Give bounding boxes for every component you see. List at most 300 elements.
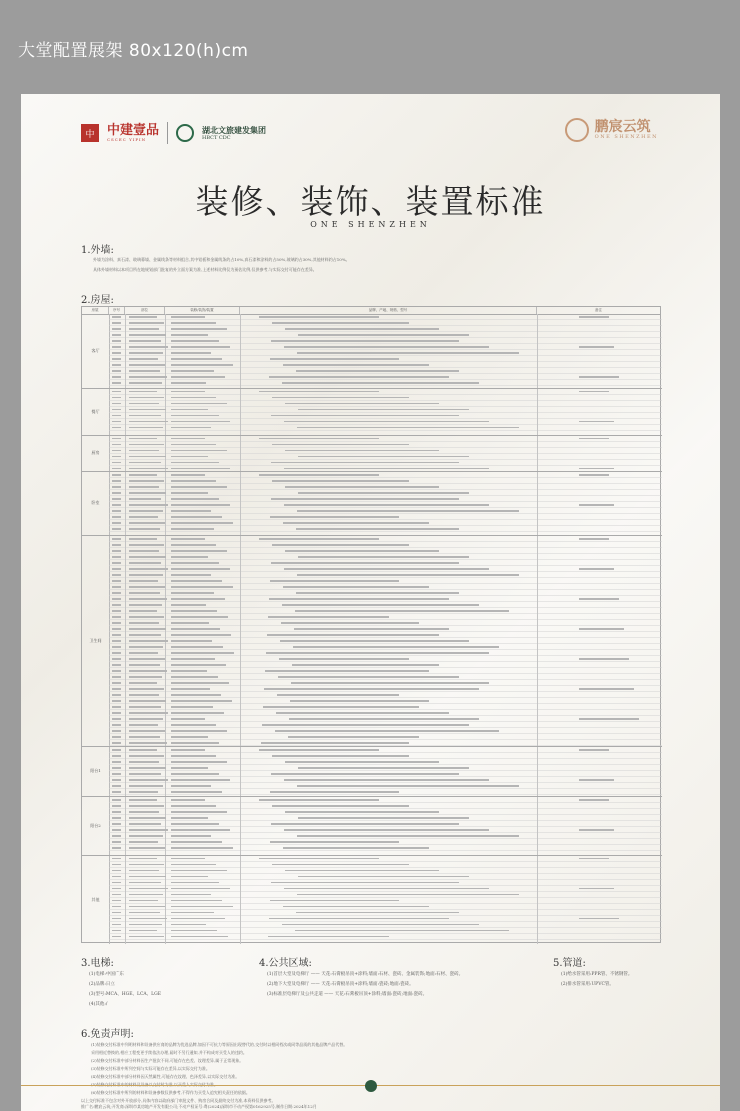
row-lines bbox=[109, 472, 662, 535]
cell-text bbox=[129, 628, 166, 630]
column-divider bbox=[125, 389, 126, 435]
elevator-item: (2)品牌:日立 bbox=[89, 982, 115, 987]
cell-text bbox=[112, 779, 121, 781]
cell-text bbox=[171, 646, 223, 648]
cell-text bbox=[171, 438, 205, 440]
cell-text bbox=[129, 486, 159, 488]
cell-text bbox=[112, 670, 121, 672]
cell-text bbox=[129, 604, 162, 606]
project-logo bbox=[565, 118, 658, 142]
cell-text bbox=[171, 724, 216, 726]
cell-text bbox=[112, 858, 121, 860]
cell-text bbox=[171, 444, 216, 446]
cell-text bbox=[129, 538, 157, 540]
cell-text bbox=[129, 755, 164, 757]
cell-text bbox=[272, 444, 409, 446]
cell-text bbox=[129, 823, 161, 825]
cell-text bbox=[171, 870, 227, 872]
cell-text bbox=[171, 749, 205, 751]
cell-text bbox=[112, 799, 121, 801]
cell-text bbox=[129, 936, 164, 938]
cell-text bbox=[112, 894, 121, 896]
cell-text bbox=[129, 510, 163, 512]
cell-text bbox=[171, 421, 230, 423]
cell-text bbox=[112, 900, 121, 902]
cell-text bbox=[129, 474, 157, 476]
cell-text bbox=[112, 652, 121, 654]
cell-text bbox=[129, 504, 168, 506]
cell-text bbox=[282, 924, 479, 926]
cell-text bbox=[112, 598, 121, 600]
cell-text bbox=[171, 906, 233, 908]
cell-text bbox=[270, 841, 399, 843]
cell-text bbox=[129, 562, 161, 564]
cell-text bbox=[278, 676, 459, 678]
cell-text bbox=[112, 580, 121, 582]
cell-text bbox=[112, 364, 121, 366]
cell-text bbox=[295, 930, 509, 932]
cell-text bbox=[171, 730, 227, 732]
cell-text bbox=[297, 785, 519, 787]
cell-text bbox=[129, 829, 168, 831]
cell-text bbox=[112, 870, 121, 872]
cell-text bbox=[171, 670, 207, 672]
cell-text bbox=[129, 799, 157, 801]
column-divider bbox=[537, 389, 538, 435]
cell-text bbox=[112, 586, 121, 588]
cell-text bbox=[297, 835, 519, 837]
section-elevator: 3.电梯: bbox=[81, 958, 114, 969]
cell-text bbox=[129, 322, 164, 324]
cell-text bbox=[285, 811, 439, 813]
column-divider bbox=[165, 747, 166, 796]
cell-text bbox=[112, 468, 121, 470]
cell-text bbox=[112, 316, 121, 318]
cell-text bbox=[171, 628, 220, 630]
cell-text bbox=[272, 864, 409, 866]
cell-text bbox=[171, 791, 222, 793]
cell-text bbox=[266, 652, 489, 654]
cell-text bbox=[579, 316, 609, 318]
cell-text bbox=[171, 767, 208, 769]
cell-text bbox=[129, 316, 157, 318]
cell-text bbox=[171, 403, 227, 405]
cell-text bbox=[112, 376, 121, 378]
cell-text bbox=[171, 352, 211, 354]
project-brand-sub: ONE SHENZHEN bbox=[594, 134, 658, 140]
cell-text bbox=[171, 316, 205, 318]
cell-text bbox=[129, 616, 164, 618]
cell-text bbox=[112, 829, 121, 831]
cell-text bbox=[112, 724, 121, 726]
cell-text bbox=[129, 670, 167, 672]
cell-text bbox=[112, 688, 121, 690]
cell-text bbox=[129, 835, 163, 837]
public-item: (2)地下大堂及电梯厅 —— 天花:石膏板吊顶+涂料;墙面:瓷砖;地面:瓷砖。 bbox=[267, 982, 414, 987]
cell-text bbox=[272, 755, 409, 757]
cell-text bbox=[112, 450, 121, 452]
col-finish: 装修/装饰/装置 bbox=[165, 307, 240, 314]
cell-text bbox=[288, 736, 419, 738]
row-lines bbox=[109, 747, 662, 796]
cell-text bbox=[129, 444, 164, 446]
cell-text bbox=[271, 462, 459, 464]
cell-text bbox=[280, 640, 469, 642]
cell-text bbox=[293, 646, 499, 648]
cell-text bbox=[112, 646, 121, 648]
cell-text bbox=[171, 610, 217, 612]
column-divider bbox=[537, 314, 538, 388]
cell-text bbox=[112, 658, 121, 660]
cell-text bbox=[171, 712, 224, 714]
cell-text bbox=[171, 823, 219, 825]
cell-text bbox=[129, 544, 164, 546]
cell-text bbox=[112, 456, 121, 458]
column-divider bbox=[125, 856, 126, 944]
cell-text bbox=[171, 742, 219, 744]
cell-text bbox=[579, 658, 629, 660]
cell-text bbox=[112, 742, 121, 744]
cell-text bbox=[171, 468, 230, 470]
ornament-dot bbox=[365, 1080, 377, 1092]
cell-text bbox=[268, 616, 389, 618]
cell-text bbox=[129, 682, 157, 684]
cell-text bbox=[112, 730, 121, 732]
cell-text bbox=[285, 761, 439, 763]
column-divider bbox=[240, 436, 241, 471]
cell-text bbox=[171, 328, 227, 330]
cell-text bbox=[171, 622, 209, 624]
cell-text bbox=[112, 882, 121, 884]
cell-text bbox=[579, 468, 614, 470]
cell-text bbox=[171, 544, 216, 546]
cell-text bbox=[284, 829, 489, 831]
cell-text bbox=[112, 785, 121, 787]
section-rooms: 2.房屋: bbox=[81, 295, 114, 306]
cell-text bbox=[112, 888, 121, 890]
cell-text bbox=[272, 805, 409, 807]
cell-text bbox=[171, 580, 222, 582]
cell-text bbox=[171, 900, 222, 902]
cell-text bbox=[112, 823, 121, 825]
cell-text bbox=[579, 598, 619, 600]
cell-text bbox=[171, 522, 233, 524]
cell-text bbox=[171, 574, 211, 576]
cell-text bbox=[129, 415, 161, 417]
cell-text bbox=[112, 634, 121, 636]
cell-text bbox=[171, 700, 232, 702]
cell-text bbox=[112, 835, 121, 837]
cell-text bbox=[112, 340, 121, 342]
table-row bbox=[82, 747, 662, 797]
cell-text bbox=[579, 421, 614, 423]
public-item: (1)首层大堂及电梯厅 —— 天花:石膏板吊顶+涂料;墙面:石材、瓷砖、金属装饰;地面:石材、瓷砖。 bbox=[267, 972, 464, 977]
cell-text bbox=[284, 421, 489, 423]
cell-text bbox=[579, 391, 609, 393]
cell-text bbox=[129, 888, 168, 890]
cell-text bbox=[129, 858, 157, 860]
cell-text bbox=[285, 450, 439, 452]
cell-text bbox=[171, 634, 231, 636]
page-subtitle: ONE SHENZHEN bbox=[310, 220, 431, 229]
cell-text bbox=[129, 694, 159, 696]
cell-text bbox=[171, 761, 227, 763]
cell-text bbox=[295, 610, 509, 612]
cell-text bbox=[129, 592, 160, 594]
cell-text bbox=[112, 522, 121, 524]
cell-text bbox=[171, 456, 208, 458]
cell-text bbox=[129, 438, 157, 440]
column-divider bbox=[165, 856, 166, 944]
cell-text bbox=[112, 346, 121, 348]
cell-text bbox=[259, 858, 379, 860]
cell-text bbox=[171, 664, 226, 666]
cell-text bbox=[129, 334, 166, 336]
cell-text bbox=[272, 397, 409, 399]
exterior-line-2: 具体外墙材料以本项目所在地规划部门批复的外立面方案为准,上述材料比例仅为预估比例,仅供参考,与实际交付可能存在差异。 bbox=[93, 267, 317, 272]
column-divider bbox=[125, 536, 126, 746]
cell-text bbox=[171, 604, 206, 606]
cell-text bbox=[171, 912, 214, 914]
cell-text bbox=[171, 835, 211, 837]
table-row bbox=[82, 436, 662, 472]
cell-text bbox=[171, 382, 206, 384]
cell-text bbox=[171, 415, 219, 417]
cell-text bbox=[129, 498, 161, 500]
cell-text bbox=[129, 421, 168, 423]
cell-text bbox=[112, 694, 121, 696]
cell-text bbox=[171, 876, 208, 878]
cell-text bbox=[129, 568, 168, 570]
cell-text bbox=[298, 456, 469, 458]
cell-text bbox=[171, 504, 230, 506]
cell-text bbox=[129, 450, 159, 452]
cell-text bbox=[112, 918, 121, 920]
cell-text bbox=[579, 858, 609, 860]
cell-text bbox=[171, 568, 230, 570]
disclaimer-line: (4)装修交付标准中部分材料因天然属性,可能存在纹理、色泽差异,以实际交付为准。 bbox=[91, 1074, 240, 1079]
column-divider bbox=[165, 436, 166, 471]
cell-text bbox=[129, 358, 158, 360]
cell-text bbox=[112, 628, 121, 630]
cell-text bbox=[129, 364, 165, 366]
cell-text bbox=[579, 376, 619, 378]
cell-text bbox=[579, 504, 614, 506]
cell-text bbox=[284, 568, 489, 570]
cell-text bbox=[112, 640, 121, 642]
cell-text bbox=[129, 352, 163, 354]
cell-text bbox=[171, 658, 215, 660]
cell-text bbox=[284, 346, 489, 348]
section-exterior: 1.外墙: bbox=[81, 245, 114, 256]
disclaimer-line: (6)装修交付标准中所列的材料和设备参数仅供参考,不得作为买受人追究相关责任的依据。 bbox=[91, 1090, 250, 1095]
cell-text bbox=[298, 556, 469, 558]
cell-text bbox=[112, 773, 121, 775]
column-divider bbox=[125, 436, 126, 471]
cell-text bbox=[171, 718, 205, 720]
cell-text bbox=[579, 474, 609, 476]
cell-text bbox=[112, 358, 121, 360]
cell-text bbox=[112, 664, 121, 666]
cell-text bbox=[129, 480, 164, 482]
cell-text bbox=[129, 622, 159, 624]
cell-text bbox=[171, 811, 227, 813]
column-divider bbox=[125, 747, 126, 796]
cell-text bbox=[272, 480, 409, 482]
cell-text bbox=[129, 640, 168, 642]
cell-text bbox=[171, 450, 227, 452]
cell-text bbox=[171, 706, 213, 708]
cell-text bbox=[129, 876, 166, 878]
cell-text bbox=[129, 382, 162, 384]
cell-text bbox=[171, 498, 219, 500]
column-divider bbox=[537, 797, 538, 855]
elevator-item: (4)其他:/ bbox=[89, 1002, 108, 1007]
cell-text bbox=[112, 421, 121, 423]
disclaimer-line: 采用相近替换的,相应工程变更手续依法办理,届时不另行通知,并不构成对买受人的违约。 bbox=[91, 1050, 247, 1055]
cell-text bbox=[271, 340, 459, 342]
cell-text bbox=[268, 936, 389, 938]
cell-text bbox=[272, 322, 409, 324]
cell-text bbox=[112, 409, 121, 411]
cell-text bbox=[129, 779, 168, 781]
cell-text bbox=[285, 550, 439, 552]
column-divider bbox=[537, 436, 538, 471]
cell-text bbox=[112, 486, 121, 488]
column-divider bbox=[125, 797, 126, 855]
cell-text bbox=[579, 829, 614, 831]
cell-text bbox=[129, 340, 161, 342]
cell-text bbox=[112, 936, 121, 938]
cell-text bbox=[129, 785, 163, 787]
cell-text bbox=[579, 918, 619, 920]
cell-text bbox=[129, 773, 161, 775]
cell-text bbox=[290, 700, 429, 702]
page-title: 装修、装饰、装置标准 bbox=[195, 182, 546, 221]
cell-text bbox=[171, 550, 227, 552]
group-sub: HBCT CDC bbox=[202, 134, 231, 141]
cell-text bbox=[171, 409, 208, 411]
cell-text bbox=[171, 376, 225, 378]
cell-text bbox=[129, 516, 158, 518]
cell-text bbox=[112, 352, 121, 354]
cell-text bbox=[171, 640, 212, 642]
cell-text bbox=[112, 544, 121, 546]
cell-text bbox=[294, 628, 449, 630]
cell-text bbox=[112, 712, 121, 714]
disclaimer-line: (1)装修交付标准中列明材料和设备供应商的品牌为优选品牌,如因不可抗力等原因出现替代的,交付时以相同档次或同等品质的其他品牌产品代替。 bbox=[91, 1042, 348, 1047]
cell-text bbox=[283, 364, 429, 366]
cell-text bbox=[263, 706, 419, 708]
cell-text bbox=[171, 799, 205, 801]
column-divider bbox=[240, 797, 241, 855]
cell-text bbox=[281, 622, 419, 624]
cell-text bbox=[289, 718, 479, 720]
cell-text bbox=[112, 736, 121, 738]
cell-text bbox=[285, 328, 439, 330]
cell-text bbox=[283, 906, 429, 908]
cell-text bbox=[579, 346, 614, 348]
room-label: 阳台2 bbox=[82, 797, 110, 855]
elevator-item: (3)型号:MCA、HGE、LCA、LGE bbox=[89, 992, 162, 997]
cell-text bbox=[297, 574, 519, 576]
cell-text bbox=[579, 688, 634, 690]
cell-text bbox=[112, 444, 121, 446]
cell-text bbox=[171, 492, 208, 494]
cell-text bbox=[297, 510, 519, 512]
cell-text bbox=[112, 474, 121, 476]
cell-text bbox=[171, 358, 222, 360]
cell-text bbox=[259, 749, 379, 751]
column-divider bbox=[537, 856, 538, 944]
cell-text bbox=[129, 749, 157, 751]
cell-text bbox=[171, 841, 222, 843]
cell-text bbox=[129, 805, 164, 807]
cell-text bbox=[171, 847, 233, 849]
col-part: 部位 bbox=[125, 307, 165, 314]
logo-divider bbox=[167, 122, 168, 144]
cell-text bbox=[298, 767, 469, 769]
cell-text bbox=[271, 823, 459, 825]
cell-text bbox=[112, 817, 121, 819]
left-brand-sub: CSCEC YIPIN bbox=[107, 136, 147, 142]
room-label: 其他 bbox=[82, 856, 110, 944]
cell-text bbox=[269, 598, 449, 600]
cell-text bbox=[112, 876, 121, 878]
cell-text bbox=[129, 376, 167, 378]
cell-text bbox=[271, 773, 459, 775]
cell-text bbox=[171, 688, 210, 690]
table-row bbox=[82, 389, 662, 436]
cell-text bbox=[271, 415, 459, 417]
cell-text bbox=[129, 912, 160, 914]
cell-text bbox=[284, 779, 489, 781]
cell-text bbox=[112, 328, 121, 330]
column-divider bbox=[537, 536, 538, 746]
cell-text bbox=[129, 664, 160, 666]
table-row bbox=[82, 797, 662, 856]
cell-text bbox=[171, 918, 225, 920]
cell-text bbox=[112, 516, 121, 518]
column-divider bbox=[165, 389, 166, 435]
cell-text bbox=[129, 742, 167, 744]
cell-text bbox=[112, 767, 121, 769]
cell-text bbox=[270, 900, 399, 902]
cell-text bbox=[129, 586, 165, 588]
cell-text bbox=[129, 847, 165, 849]
cell-text bbox=[112, 749, 121, 751]
footer-line: 推广名:鹏宸云筑;开发商:深圳市某房地产开发有限公司;不动产权证号:粤(2024)深圳市不动产权第0162925号,制作日期:2024年12月 bbox=[81, 1104, 317, 1109]
cell-text bbox=[296, 370, 459, 372]
cell-text bbox=[112, 334, 121, 336]
cell-text bbox=[259, 391, 379, 393]
cell-text bbox=[171, 562, 219, 564]
cell-text bbox=[129, 550, 159, 552]
cell-text bbox=[112, 592, 121, 594]
row-lines bbox=[109, 389, 662, 435]
cell-text bbox=[129, 761, 159, 763]
cell-text bbox=[171, 936, 228, 938]
cell-text bbox=[112, 427, 121, 429]
cell-text bbox=[171, 334, 208, 336]
cell-text bbox=[112, 415, 121, 417]
cell-text bbox=[171, 829, 230, 831]
cell-text bbox=[129, 409, 166, 411]
cell-text bbox=[579, 799, 609, 801]
cell-text bbox=[171, 864, 216, 866]
table-row bbox=[82, 472, 662, 536]
cell-text bbox=[112, 550, 121, 552]
